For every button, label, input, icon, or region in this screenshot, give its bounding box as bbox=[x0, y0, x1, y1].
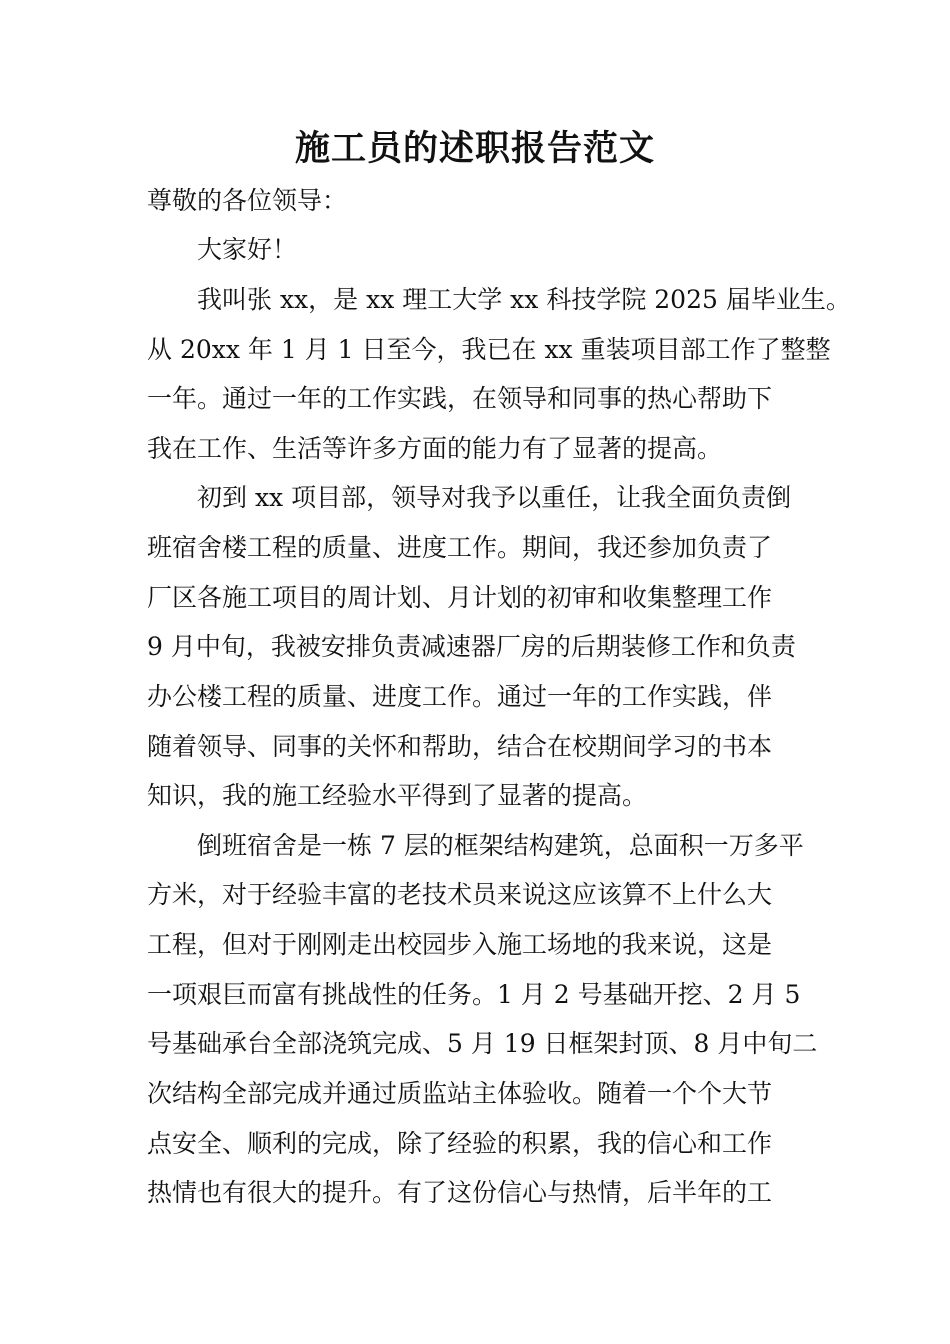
paragraph-line: 初到 xx 项目部，领导对我予以重任，让我全面负责倒 bbox=[197, 483, 792, 512]
paragraph-line: 点安全、顺利的完成，除了经验的积累，我的信心和工作 bbox=[147, 1129, 773, 1158]
paragraph-line: 次结构全部完成并通过质监站主体验收。随着一个个大节 bbox=[147, 1079, 773, 1108]
paragraph-line: 知识，我的施工经验水平得到了显著的提高。 bbox=[147, 781, 648, 810]
paragraph-line: 班宿舍楼工程的质量、进度工作。期间，我还参加负责了 bbox=[147, 533, 773, 562]
document-title: 施工员的述职报告范文 bbox=[294, 128, 655, 169]
paragraph-line: 办公楼工程的质量、进度工作。通过一年的工作实践，伴 bbox=[147, 682, 773, 711]
paragraph-line: 号基础承台全部浇筑完成、5 月 19 日框架封顶、8 月中旬二 bbox=[147, 1029, 818, 1058]
paragraph-line: 我叫张 xx，是 xx 理工大学 xx 科技学院 2025 届毕业生。 bbox=[197, 285, 851, 314]
paragraph-line: 热情也有很大的提升。有了这份信心与热情，后半年的工 bbox=[147, 1178, 773, 1207]
paragraph-line: 从 20xx 年 1 月 1 日至今，我已在 xx 重装项目部工作了整整 bbox=[147, 335, 831, 364]
paragraph-line: 9 月中旬，我被安排负责减速器厂房的后期装修工作和负责 bbox=[147, 632, 796, 661]
paragraph-line: 倒班宿舍是一栋 7 层的框架结构建筑，总面积一万多平 bbox=[197, 831, 804, 860]
paragraph-line: 我在工作、生活等许多方面的能力有了显著的提高。 bbox=[147, 434, 723, 463]
paragraph-line: 厂区各施工项目的周计划、月计划的初审和收集整理工作 bbox=[147, 583, 773, 612]
paragraph-line: 方米，对于经验丰富的老技术员来说这应该算不上什么大 bbox=[147, 880, 773, 909]
paragraph-line: 随着领导、同事的关怀和帮助，结合在校期间学习的书本 bbox=[147, 732, 773, 761]
paragraph-line: 工程，但对于刚刚走出校园步入施工场地的我来说，这是 bbox=[147, 930, 773, 959]
greeting: 大家好！ bbox=[197, 235, 298, 264]
paragraph-line: 一项艰巨而富有挑战性的任务。1 月 2 号基础开挖、2 月 5 bbox=[147, 980, 801, 1009]
salutation: 尊敬的各位领导： bbox=[147, 186, 348, 215]
paragraph-line: 一年。通过一年的工作实践，在领导和同事的热心帮助下 bbox=[147, 384, 773, 413]
